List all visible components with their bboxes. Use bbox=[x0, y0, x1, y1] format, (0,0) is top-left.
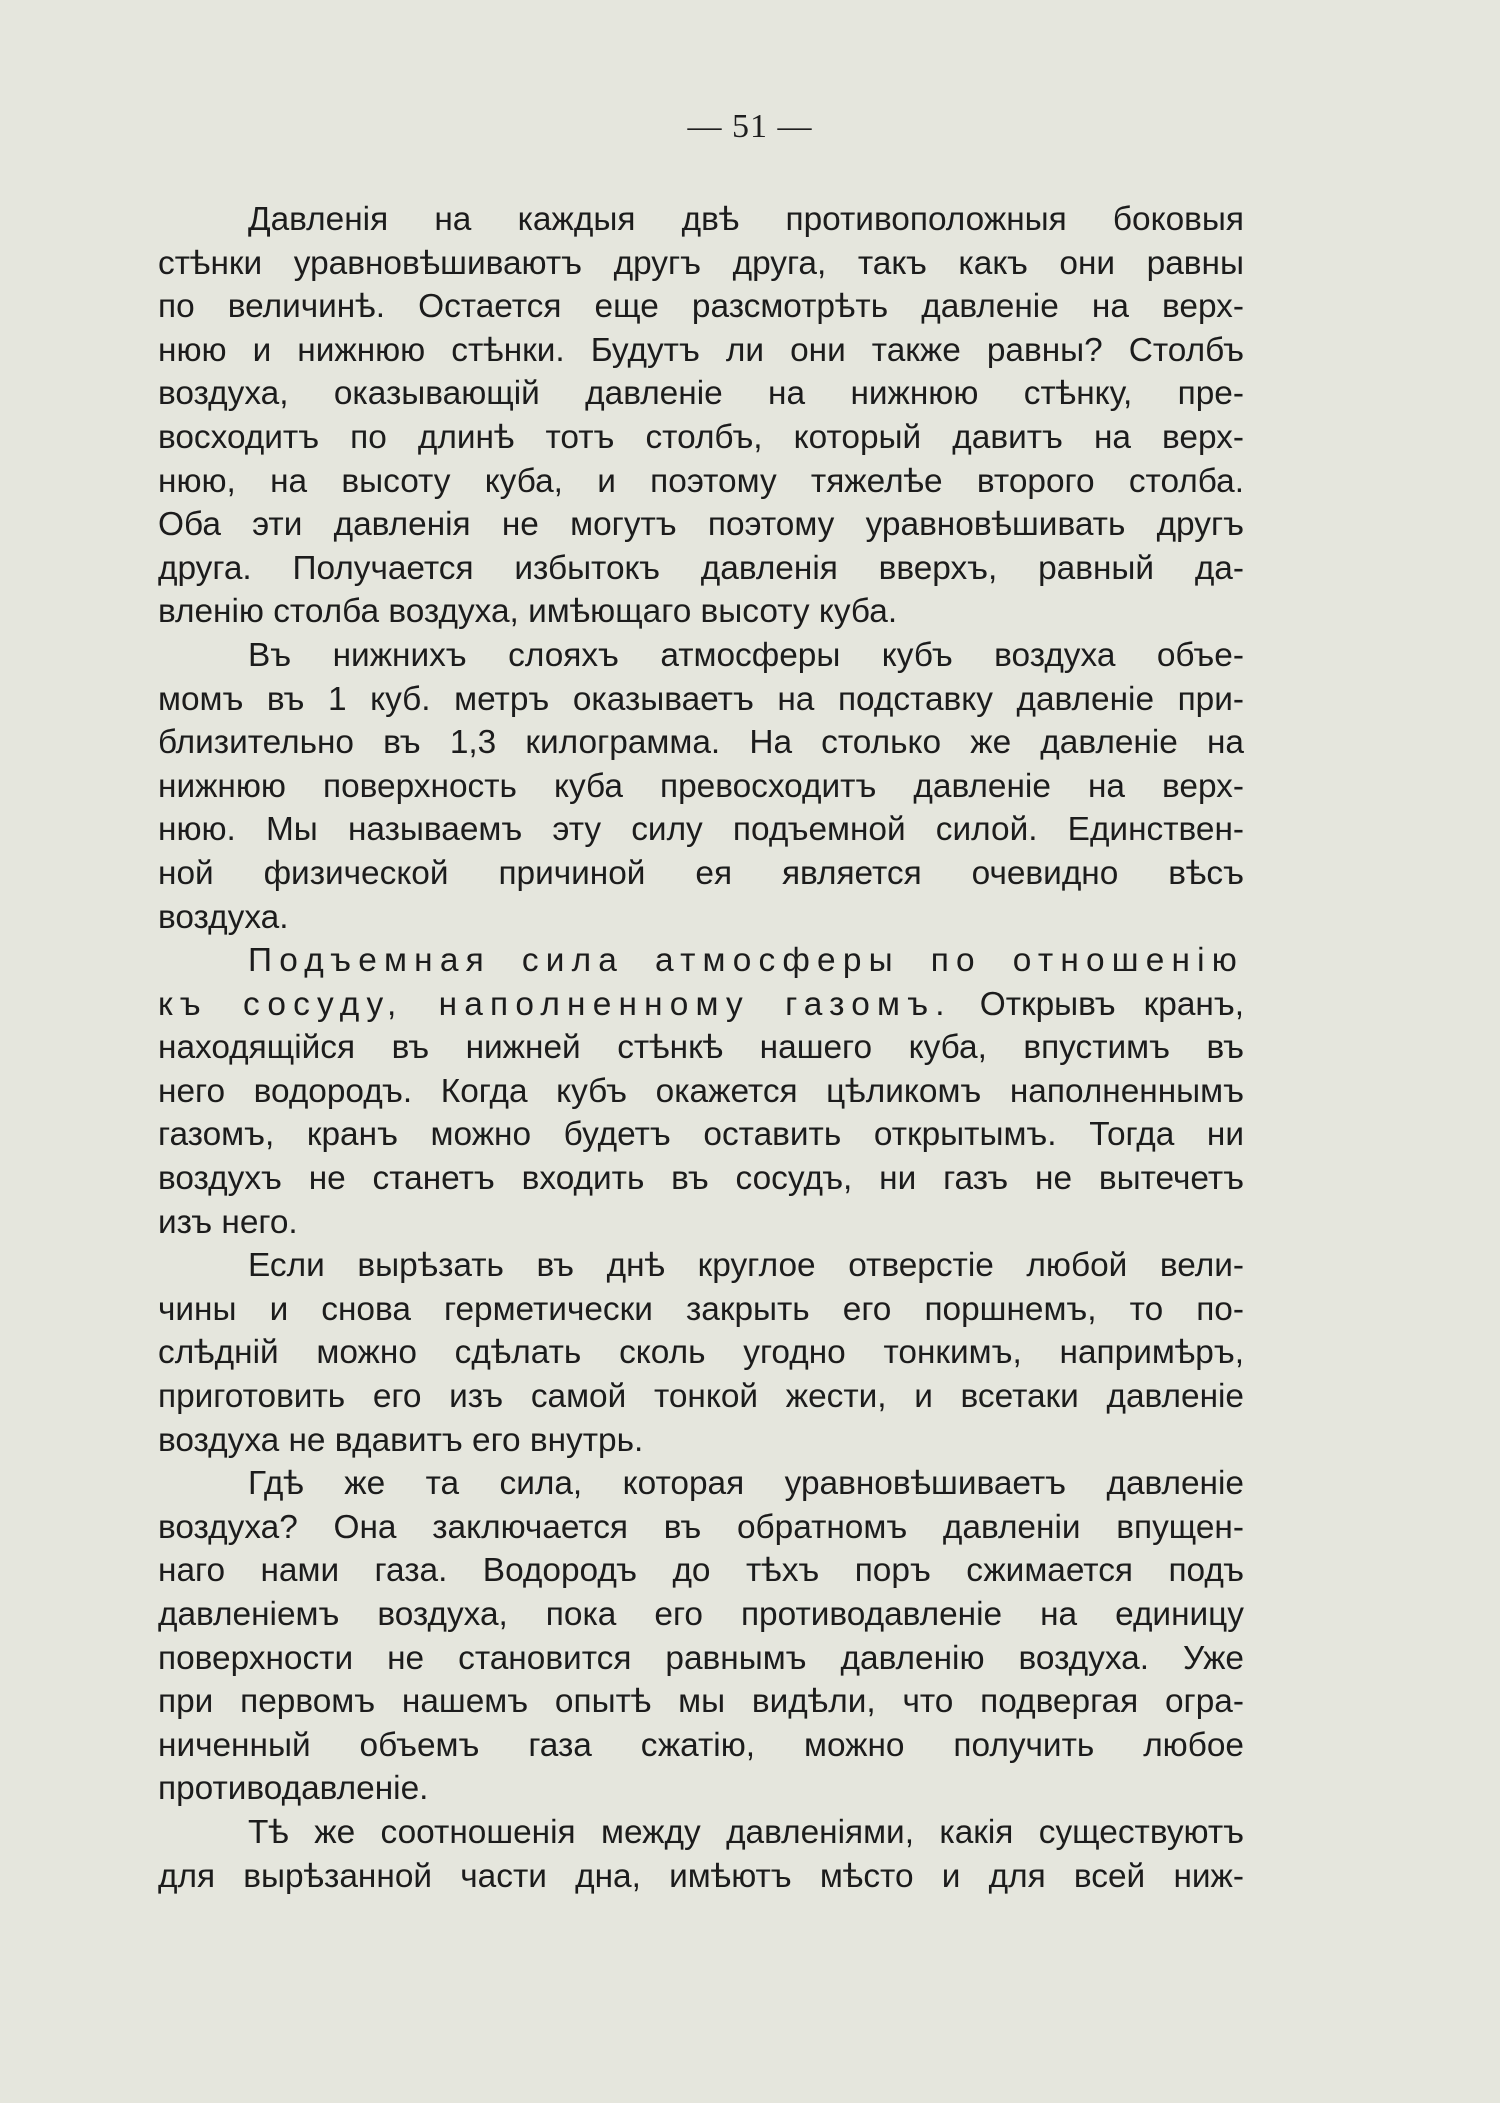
page-number: — 51 — bbox=[687, 108, 813, 145]
text-line: чины и снова герметически закрыть его поршнемъ, то по- bbox=[158, 1290, 1244, 1328]
spaced-heading-text: къ сосуду, наполненному газомъ. bbox=[158, 985, 952, 1023]
text-line: Давленія на каждыя двѣ противоположныя боковыя bbox=[248, 201, 1244, 238]
text-line: газомъ, кранъ можно будетъ оставить открытымъ. Тогда ни bbox=[158, 1116, 1244, 1154]
text-line: давленіемъ воздуха, пока его противодавленіе на единицу bbox=[158, 1596, 1244, 1633]
text-line: вленію столба воздуха, имѣющаго высоту куба. bbox=[158, 593, 898, 631]
text-line: воздухъ не станетъ входить въ сосудъ, ни газъ не вытечетъ bbox=[158, 1160, 1244, 1198]
paragraph-1 bbox=[158, 198, 1244, 634]
paragraph-5 bbox=[158, 1462, 1244, 1811]
text-line: воздуха? Она заключается въ обратномъ давленіи впущен- bbox=[158, 1508, 1244, 1546]
paragraph-6 bbox=[158, 1811, 1244, 1898]
text-line: воздуха не вдавитъ его внутрь. bbox=[158, 1421, 644, 1459]
text-line: друга. Получается избытокъ давленія вверхъ, равный да- bbox=[158, 549, 1244, 587]
text-line: нюю и нижнюю стѣнки. Будутъ ли они также равны? Столбъ bbox=[158, 331, 1244, 369]
text-line: нюю, на высоту куба, и поэтому тяжелѣе второго столба. bbox=[158, 462, 1244, 500]
text-line: при первомъ нашемъ опытѣ мы видѣли, что подвергая огра- bbox=[158, 1683, 1244, 1721]
text-line: изъ него. bbox=[158, 1203, 298, 1241]
text-line: воздуха, оказывающій давленіе на нижнюю стѣнку, пре- bbox=[158, 375, 1244, 413]
text-line: момъ въ 1 куб. метръ оказываетъ на подставку давленіе при- bbox=[158, 680, 1244, 718]
text-line: Гдѣ же та сила, которая уравновѣшиваетъ давленіе bbox=[248, 1465, 1244, 1503]
paragraph-3 bbox=[158, 939, 1244, 1244]
text-line: воздуха. bbox=[158, 898, 289, 936]
text-line: противодавленіе. bbox=[158, 1770, 429, 1808]
text-line: наго нами газа. Водородъ до тѣхъ поръ сжимается подъ bbox=[158, 1552, 1244, 1590]
text-line: близительно въ 1,3 килограмма. На столько же давленіе на bbox=[158, 724, 1244, 762]
text-line: приготовить его изъ самой тонкой жести, и всетаки давленіе bbox=[158, 1378, 1244, 1416]
text-line: стѣнки уравновѣшиваютъ другъ друга, такъ какъ они равны bbox=[158, 244, 1244, 282]
text-line: Въ нижнихъ слояхъ атмосферы кубъ воздуха объе- bbox=[248, 636, 1244, 674]
text-line: для вырѣзанной части дна, имѣютъ мѣсто и для всей ниж- bbox=[158, 1857, 1244, 1895]
text-line: по величинѣ. Остается еще разсмотрѣть давленіе на верх- bbox=[158, 288, 1244, 326]
text-run: Открывъ кранъ, bbox=[951, 985, 1244, 1023]
paragraph-4 bbox=[158, 1244, 1244, 1462]
spaced-heading-line: Подъемная сила атмосферы по отношенію bbox=[248, 942, 1244, 980]
text-line: Тѣ же соотношенія между давленіями, какія существуютъ bbox=[248, 1813, 1244, 1851]
text-line: ной физической причиной ея является очевидно вѣсъ bbox=[158, 854, 1244, 892]
text-line: восходитъ по длинѣ тотъ столбъ, который давитъ на верх- bbox=[158, 418, 1244, 456]
text-line: нижнюю поверхность куба превосходитъ давленіе на верх- bbox=[158, 767, 1244, 805]
paragraph-2 bbox=[158, 634, 1244, 939]
text-line bbox=[158, 983, 1244, 1027]
text-line: него водородъ. Когда кубъ окажется цѣликомъ наполненнымъ bbox=[158, 1072, 1244, 1110]
page-text bbox=[158, 198, 1244, 1898]
text-line: Оба эти давленія не могутъ поэтому уравновѣшивать другъ bbox=[158, 506, 1244, 544]
text-line: слѣдній можно сдѣлать сколь угодно тонкимъ, напримѣръ, bbox=[158, 1334, 1244, 1372]
text-line: нюю. Мы называемъ эту силу подъемной силой. Единствен- bbox=[158, 811, 1244, 849]
text-line: поверхности не становится равнымъ давленію воздуха. Уже bbox=[158, 1639, 1244, 1677]
text-line: ниченный объемъ газа сжатію, можно получить любое bbox=[158, 1726, 1244, 1764]
text-line: находящійся въ нижней стѣнкѣ нашего куба, впустимъ въ bbox=[158, 1029, 1244, 1067]
text-line: Если вырѣзать въ днѣ круглое отверстіе любой вели- bbox=[248, 1247, 1244, 1285]
